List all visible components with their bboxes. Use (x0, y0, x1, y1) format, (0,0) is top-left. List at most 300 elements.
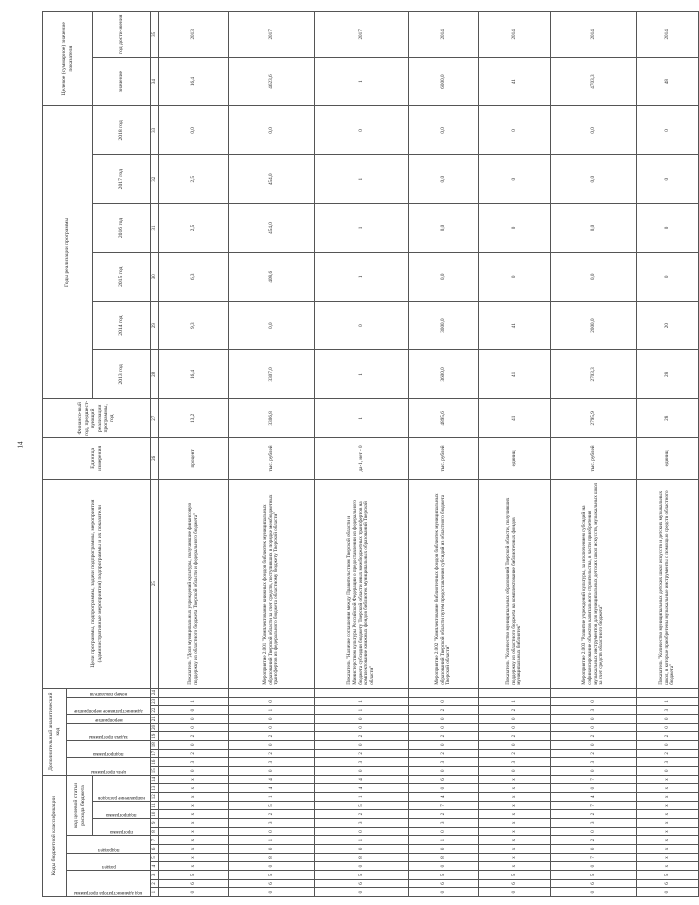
column-number: 32 (151, 155, 159, 204)
fin-year-header: Финансо-вый год, предшест-вующий реализации программы, год (43, 399, 151, 438)
table-row (229, 12, 315, 897)
row-y2018: 0,0 (159, 106, 229, 155)
row-y2013: 41 (479, 350, 551, 399)
code-digit: 6 (409, 879, 479, 888)
row-name: Показатель "Количество муниципальных образований Тверской области, получивших поддержку из областного бюджета на комплектование библиотечных фондов муниципальных библиотек" (479, 479, 551, 688)
task-header: задача программы (67, 723, 151, 740)
row-y2013: 16,4 (159, 350, 229, 399)
code-digit: x (159, 853, 229, 862)
code-digit: 2 (409, 749, 479, 758)
row-target-value: 41 (479, 57, 551, 106)
code-digit: 0 (479, 888, 551, 897)
column-number: 8 (151, 827, 159, 836)
row-name: Показатель "Доля муниципальных учреждений культуры, получившие финансовую поддержку из областного бюджета Тверской области и федерального бюджета" (159, 479, 229, 688)
code-digit: 0 (159, 723, 229, 732)
code-digit: 2 (315, 732, 409, 741)
code-digit: 4 (315, 775, 409, 784)
row-unit: да-1, нет - 0 (315, 438, 409, 479)
row-unit: единиц (479, 438, 551, 479)
code-digit: 0 (551, 723, 637, 732)
code-digit: 2 (229, 749, 315, 758)
column-number: 25 (151, 479, 159, 688)
row-y2018: 0,0 (551, 106, 637, 155)
code-digit: x (159, 844, 229, 853)
code-digit: x (159, 784, 229, 793)
row-name: Мероприятие 2.002 "Комплектование библиотечных фондов библиотек муниципальных образований Тверской области путем предоставления субсидий из областного бюджета Тверской области" (409, 479, 479, 688)
admin-measure-header: административное мероприятие (67, 697, 151, 714)
row-y2016: 0 (479, 204, 551, 253)
code-digit: 5 (159, 870, 229, 879)
code-digit: 0 (409, 766, 479, 775)
code-digit: 1 (315, 706, 409, 715)
column-number: 20 (151, 724, 157, 730)
column-number: 13 (151, 785, 157, 791)
code-digit: 3 (229, 818, 315, 827)
code-digit: 6 (551, 879, 637, 888)
code-digit: 2 (637, 732, 699, 741)
code-digit: 5 (315, 870, 409, 879)
code-digit: x (479, 853, 551, 862)
code-digit: 2 (551, 836, 637, 845)
code-digit: x (479, 844, 551, 853)
column-number: 17 (151, 750, 157, 756)
code-digit: 0 (229, 766, 315, 775)
code-digit: 1 (159, 697, 229, 706)
row-y2016: 1 (315, 204, 409, 253)
column-number: 10 (151, 811, 157, 817)
target-header: Целевое (суммарное) значение показателя (43, 12, 93, 106)
code-digit: 0 (551, 714, 637, 723)
column-number: 2 (151, 879, 159, 888)
code-digit: 5 (315, 801, 409, 810)
goal-header: цель программы (67, 758, 151, 775)
column-number: 27 (151, 399, 159, 438)
code-digit: x (479, 801, 551, 810)
row-y2013: 2703,3 (551, 350, 637, 399)
code-digit: 3 (551, 758, 637, 767)
row-target-value: 4623,6 (229, 57, 315, 106)
code-digit: x (479, 784, 551, 793)
column-number: 3 (151, 870, 159, 879)
code-digit: 1 (315, 697, 409, 706)
code-digit: 6 (159, 879, 229, 888)
code-digit: 6 (229, 879, 315, 888)
year-2017-header: 2017 год (93, 155, 151, 204)
code-digit: 0 (315, 723, 409, 732)
code-digit: 5 (229, 801, 315, 810)
code-digit: 3 (159, 758, 229, 767)
code-digit: 0 (159, 888, 229, 897)
code-digit: x (479, 818, 551, 827)
column-number-row (151, 12, 159, 897)
row-y2014: 3000,0 (409, 301, 479, 350)
year-2014-header: 2014 год (93, 301, 151, 350)
code-digit: 3 (409, 818, 479, 827)
row-y2014: 0 (315, 301, 409, 350)
code-digit: 0 (637, 888, 699, 897)
row-y2015: 1 (315, 252, 409, 301)
row-unit: тыс. рублей (409, 438, 479, 479)
code-digit: 0 (551, 862, 637, 871)
code-digit: x (479, 827, 551, 836)
code-digit: 2 (315, 810, 409, 819)
code-digit: 4 (551, 792, 637, 801)
row-base-value: 13,2 (159, 399, 229, 438)
code-digit: 3 (315, 758, 409, 767)
years-header: Годы реализации программы (43, 106, 93, 399)
row-name: Мероприятие 2.001 "Комплектование книжных фондов библиотек муниципальных образований Тверской области за счет средств, поступивших в порядке межбюджетных трансфертов из федерального бюджета областному бюджету Тверской области" (229, 479, 315, 688)
code-digit: 5 (409, 870, 479, 879)
direction-header: направление расходов (93, 775, 151, 801)
code-digit: 0 (479, 740, 551, 749)
column-number: 19 (151, 733, 157, 739)
code-digit: 3 (637, 758, 699, 767)
code-digit: 1 (409, 836, 479, 845)
code-digit: x (159, 827, 229, 836)
code-digit: 3 (637, 706, 699, 715)
column-number: 4 (151, 862, 159, 871)
code-digit: 5 (637, 870, 699, 879)
code-digit (159, 688, 229, 697)
row-base-value: 28 (637, 399, 699, 438)
code-digit: 0 (315, 766, 409, 775)
year-2013-header: 2013 год (93, 350, 151, 399)
code-digit: 3 (315, 818, 409, 827)
table-row (409, 12, 479, 897)
row-y2014: 20 (637, 301, 699, 350)
row-y2017: 1 (315, 155, 409, 204)
code-digit: 2 (479, 749, 551, 758)
code-digit: x (637, 853, 699, 862)
column-number: 23 (151, 698, 157, 704)
row-unit: тыс. рублей (229, 438, 315, 479)
code-digit: 0 (229, 888, 315, 897)
row-y2018: 0,0 (409, 106, 479, 155)
row-base-value: 4895,6 (409, 399, 479, 438)
value-header: значение (93, 57, 151, 106)
reach-year-header: год дости-жения (93, 12, 151, 58)
row-y2016: 454,0 (229, 204, 315, 253)
code-digit: 8 (229, 853, 315, 862)
code-digit: 0 (409, 697, 479, 706)
code-digit: 2 (409, 732, 479, 741)
code-digit: 2 (551, 732, 637, 741)
code-digit: 1 (479, 697, 551, 706)
admin-code-header: код администратора программы (67, 870, 151, 896)
code-digit: x (637, 862, 699, 871)
row-base-value: 1 (315, 399, 409, 438)
column-number: 21 (151, 716, 157, 722)
row-name: Мероприятие 2.003 "Развитие учреждений культуры, за исключением субсидий на софинансирование объектов капитального строительства, в части приобретения музыкальных инструментов для муниципальных детских школ искусств, музыкальных школ за счет средств областного бюджета" (551, 479, 637, 688)
code-digit: x (479, 836, 551, 845)
code-digit: 0 (551, 697, 637, 706)
column-number: 1 (151, 888, 159, 897)
table-row (315, 12, 409, 897)
code-digit: 0 (315, 827, 409, 836)
row-target-year: 2014 (409, 12, 479, 58)
code-digit (409, 688, 479, 697)
code-digit: 0 (479, 723, 551, 732)
code-digit: 7 (409, 801, 479, 810)
column-number: 35 (151, 12, 159, 58)
row-y2014: 2000,0 (551, 301, 637, 350)
column-number: 34 (151, 57, 159, 106)
code-digit: 0 (409, 844, 479, 853)
row-target-year: 2017 (315, 12, 409, 58)
code-digit: 2 (229, 732, 315, 741)
row-target-year: 2017 (229, 12, 315, 58)
code-digit: x (637, 810, 699, 819)
code-digit (551, 688, 637, 697)
row-name: Показатель "Наличие соглашения между Правительством Тверской области и Министерством культуры Российской Федерации о предоставлении из федерального бюджета субсидии бюджету Тверской области иных межбюджетных трансфертов на комплектование книжных фондов библиотек муниципальных образований Тверской области" (315, 479, 409, 688)
page-number: 14 (16, 441, 25, 449)
row-y2017: 0,0 (551, 155, 637, 204)
row-y2014: 41 (479, 301, 551, 350)
row-y2018: 0 (315, 106, 409, 155)
row-base-value: 3306,8 (229, 399, 315, 438)
document-page (42, 11, 676, 897)
code-digit: 1 (229, 792, 315, 801)
column-number: 22 (151, 707, 157, 713)
column-number: 31 (151, 204, 159, 253)
code-digit: 0 (159, 714, 229, 723)
row-unit: единиц (637, 438, 699, 479)
row-y2016: 2,5 (159, 204, 229, 253)
code-digit: x (159, 775, 229, 784)
code-digit: 0 (637, 766, 699, 775)
code-digit: 6 (479, 879, 551, 888)
column-number: 26 (151, 438, 159, 479)
row-base-value: 2795,9 (551, 399, 637, 438)
row-y2015: 408,6 (229, 252, 315, 301)
row-y2013: 3600,0 (409, 350, 479, 399)
code-digit: 6 (637, 879, 699, 888)
code-digit: x (159, 862, 229, 871)
column-number: 16 (151, 759, 157, 765)
row-unit: процент (159, 438, 229, 479)
code-digit: 0 (551, 740, 637, 749)
code-digit: 1 (315, 836, 409, 845)
row-y2014: 9,3 (159, 301, 229, 350)
code-digit: 0 (409, 862, 479, 871)
code-digit: x (637, 775, 699, 784)
program-header: программа (93, 818, 151, 835)
code-digit: 0 (409, 723, 479, 732)
row-y2016: 0 (637, 204, 699, 253)
column-number: 14 (151, 776, 157, 782)
row-y2017: 454,0 (229, 155, 315, 204)
code-digit: x (159, 810, 229, 819)
row-y2015: 0,0 (551, 252, 637, 301)
code-digit: x (159, 818, 229, 827)
code-digit: 0 (409, 888, 479, 897)
code-digit: 7 (551, 853, 637, 862)
code-digit: x (637, 784, 699, 793)
column-number: 15 (151, 768, 157, 774)
subprogram-code-header: подпрограмма (93, 801, 151, 818)
indicator-header: номер показателя (67, 688, 151, 697)
code-digit: 0 (551, 766, 637, 775)
column-number: 29 (151, 301, 159, 350)
row-target-year: 2014 (479, 12, 551, 58)
program-table (42, 11, 699, 897)
extra-code-header: Дополнительный аналитический код (43, 688, 67, 775)
code-digit: 2 (637, 749, 699, 758)
code-digit: 0 (229, 697, 315, 706)
code-digit: 0 (409, 784, 479, 793)
table-row (159, 12, 229, 897)
podrazdel-header: подраздел (67, 836, 151, 853)
row-target-value: 48 (637, 57, 699, 106)
row-y2018: 0 (479, 106, 551, 155)
row-name: Показатель "Количество муниципальных детских школ искусств и детских музыкальных школ, в которые приобретены музыкальные инструменты с помощью средств областного бюджета" (637, 479, 699, 688)
row-unit: тыс. рублей (551, 438, 637, 479)
code-digit: 8 (315, 853, 409, 862)
code-digit: 0 (409, 714, 479, 723)
column-number: 24 (151, 690, 157, 696)
row-y2015: 6,3 (159, 252, 229, 301)
column-number: 9 (151, 818, 159, 827)
row-y2014: 0,0 (229, 301, 315, 350)
code-digit (479, 688, 551, 697)
row-y2013: 28 (637, 350, 699, 399)
code-digit: x (637, 844, 699, 853)
code-digit: 2 (551, 810, 637, 819)
code-digit: 2 (551, 749, 637, 758)
row-target-value: 16,4 (159, 57, 229, 106)
code-digit: 0 (229, 714, 315, 723)
unit-column-header: Единица измерения (43, 438, 151, 479)
razdel-header: раздел (67, 853, 151, 870)
code-digit: 0 (479, 714, 551, 723)
code-digit: 3 (409, 758, 479, 767)
kcs-header: код целевой статьи расхода бюджета (67, 775, 93, 836)
row-y2015: 0,0 (409, 252, 479, 301)
code-digit: 0 (315, 888, 409, 897)
code-digit: 3 (551, 706, 637, 715)
row-y2018: 0 (637, 106, 699, 155)
row-target-value: 4703,3 (551, 57, 637, 106)
code-digit: 1 (637, 697, 699, 706)
row-y2016: 0,0 (551, 204, 637, 253)
code-digit: 0 (551, 844, 637, 853)
code-digit: 0 (159, 706, 229, 715)
code-digit: 0 (637, 723, 699, 732)
code-digit: 0 (229, 844, 315, 853)
code-digit: 8 (409, 853, 479, 862)
code-digit: 4 (229, 775, 315, 784)
row-base-value: 41 (479, 399, 551, 438)
code-digit: 1 (229, 706, 315, 715)
code-digit: 2 (229, 810, 315, 819)
code-digit: x (637, 792, 699, 801)
column-number: 7 (151, 836, 159, 845)
row-y2017: 2,5 (159, 155, 229, 204)
row-y2013: 3307,0 (229, 350, 315, 399)
code-digit: 0 (229, 740, 315, 749)
column-number: 30 (151, 252, 159, 301)
code-digit: 0 (551, 827, 637, 836)
row-y2013: 1 (315, 350, 409, 399)
code-digit: 5 (551, 870, 637, 879)
code-digit: 0 (315, 862, 409, 871)
code-digit: 2 (479, 732, 551, 741)
code-digit: 2 (159, 749, 229, 758)
row-target-year: 2013 (159, 12, 229, 58)
budget-class-header: Коды бюджетной классификации (43, 775, 67, 896)
row-target-year: 2014 (551, 12, 637, 58)
column-number: 5 (151, 853, 159, 862)
column-number: 28 (151, 350, 159, 399)
year-2015-header: 2015 год (93, 252, 151, 301)
code-digit: 4 (315, 784, 409, 793)
code-digit: x (637, 818, 699, 827)
row-y2017: 0 (479, 155, 551, 204)
row-target-value: 6000,0 (409, 57, 479, 106)
row-target-year: 2014 (637, 12, 699, 58)
code-digit: x (479, 775, 551, 784)
code-digit: 2 (409, 810, 479, 819)
code-digit: x (159, 792, 229, 801)
code-digit: 1 (315, 792, 409, 801)
table-row (551, 12, 637, 897)
code-digit: 4 (229, 784, 315, 793)
code-digit: 2 (409, 706, 479, 715)
code-digit: 0 (551, 784, 637, 793)
code-digit: 3 (551, 818, 637, 827)
code-digit: 6 (315, 879, 409, 888)
code-digit: 5 (229, 870, 315, 879)
code-digit: 0 (159, 766, 229, 775)
row-target-value: 1 (315, 57, 409, 106)
subprogram-header: подпрограмма (67, 740, 151, 757)
code-digit (637, 688, 699, 697)
code-digit: 7 (551, 775, 637, 784)
code-digit: 0 (409, 827, 479, 836)
code-digit: x (479, 862, 551, 871)
code-digit: 0 (159, 740, 229, 749)
code-digit (315, 688, 409, 697)
row-y2017: 0 (637, 155, 699, 204)
column-number: 6 (151, 844, 159, 853)
code-digit: 0 (479, 766, 551, 775)
code-digit: 7 (551, 801, 637, 810)
code-digit: 0 (551, 888, 637, 897)
code-digit (229, 688, 315, 697)
year-2016-header: 2016 год (93, 204, 151, 253)
code-digit: 0 (315, 714, 409, 723)
column-number: 11 (151, 803, 157, 808)
table-row (479, 12, 551, 897)
code-digit: 0 (229, 827, 315, 836)
code-digit: 2 (159, 732, 229, 741)
code-digit: 0 (315, 740, 409, 749)
code-digit: 0 (315, 844, 409, 853)
code-digit: x (159, 801, 229, 810)
code-digit: 5 (479, 870, 551, 879)
measure-header: мероприятие (67, 714, 151, 723)
column-number: 18 (151, 742, 157, 748)
code-digit: 4 (409, 792, 479, 801)
code-digit: x (637, 801, 699, 810)
year-2018-header: 2018 год (93, 106, 151, 155)
column-number: 33 (151, 106, 159, 155)
code-digit: x (159, 836, 229, 845)
code-digit: 3 (479, 758, 551, 767)
code-digit: x (637, 836, 699, 845)
code-digit: 3 (229, 758, 315, 767)
row-y2017: 0,0 (409, 155, 479, 204)
